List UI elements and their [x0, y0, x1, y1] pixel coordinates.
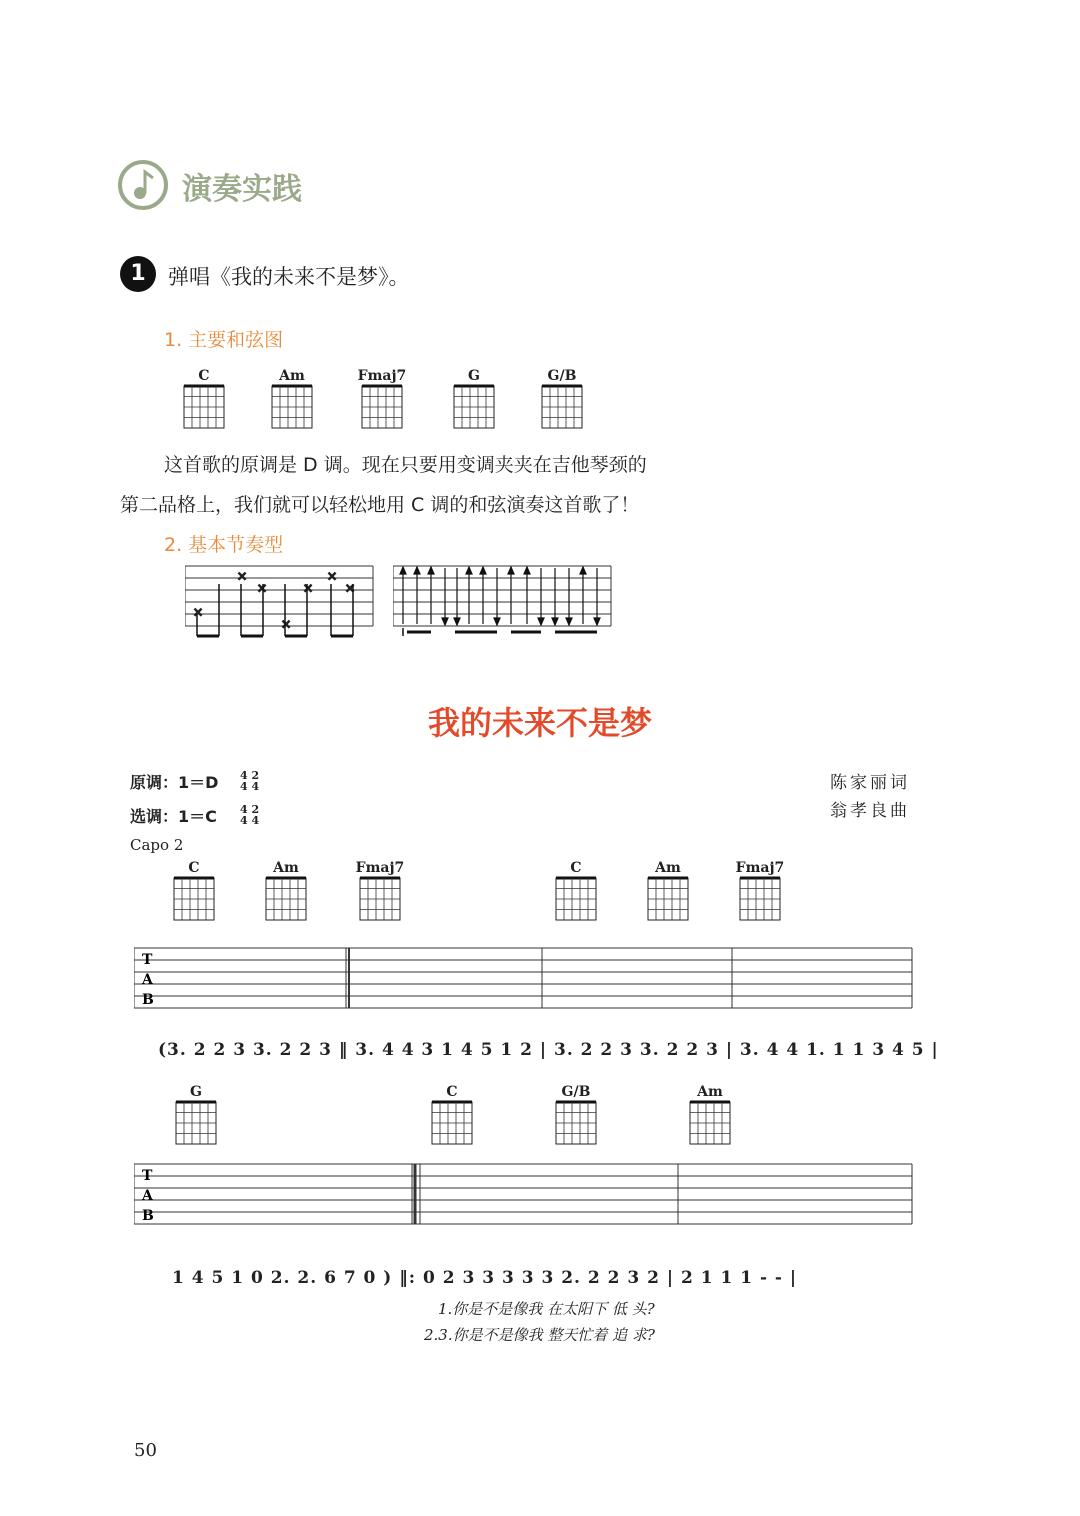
- chord-diagram: [262, 368, 322, 434]
- tab-staff-row-1: [134, 944, 914, 1029]
- chord-name: Fmaj7: [355, 860, 405, 876]
- svg-text:×: ×: [237, 569, 248, 583]
- chord-grid-icon: [452, 384, 496, 430]
- selected-key: 选调：1＝C: [130, 807, 217, 826]
- chord-grid-icon: [174, 1100, 218, 1146]
- task-number-badge: 1: [120, 256, 156, 292]
- chord-diagram: [350, 860, 410, 926]
- svg-text:A: A: [142, 972, 153, 988]
- chord-name: G/B: [547, 368, 577, 384]
- svg-text:×: ×: [281, 617, 292, 631]
- svg-text:×: ×: [303, 581, 314, 595]
- svg-text:B: B: [142, 992, 154, 1008]
- chord-diagram: [166, 1084, 226, 1150]
- chord-name: C: [198, 368, 210, 384]
- lyric-verse-1: 1.你是不是像我 在太阳下 低 头?: [438, 1300, 655, 1318]
- time-signature-selected: 4 2 4 4: [240, 803, 260, 827]
- chord-grid-icon: [688, 1100, 732, 1146]
- chord-grid-icon: [430, 1100, 474, 1146]
- chord-grid-icon: [358, 876, 402, 922]
- tab-staff-row-2: [134, 1160, 914, 1245]
- chord-diagram: [730, 860, 790, 926]
- svg-text:×: ×: [345, 581, 356, 595]
- chord-diagram: [546, 860, 606, 926]
- subsection-rhythm: 2. 基本节奏型: [164, 534, 284, 556]
- chord-diagram: [680, 1084, 740, 1150]
- chord-name: G: [190, 1084, 202, 1100]
- chord-diagram: [532, 368, 592, 434]
- paragraph-line-1: 这首歌的原调是 D 调。现在只要用变调夹夹在吉他琴颈的: [164, 454, 647, 476]
- chord-name: C: [188, 860, 200, 876]
- chord-diagram: [638, 860, 698, 926]
- chord-name: C: [446, 1084, 458, 1100]
- chord-grid-icon: [270, 384, 314, 430]
- svg-text:T: T: [142, 952, 153, 968]
- chord-name: C: [570, 860, 582, 876]
- chord-name: G: [468, 368, 480, 384]
- svg-text:A: A: [142, 1188, 153, 1204]
- notation-row-1: (3. 2 2 3 3. 2 2 3 ‖ 3. 4 4 3 1 4 5 1 2 | 3. 2 2 3 3. 2 2 3 | 3. 4 4 1. 1 1 3 4 5 |: [158, 1040, 939, 1060]
- chord-grid-icon: [172, 876, 216, 922]
- chord-name: Am: [697, 1084, 723, 1100]
- music-note-icon: [118, 160, 168, 210]
- section-title: 演奏实践: [182, 172, 302, 207]
- chord-diagram: [174, 368, 234, 434]
- svg-text:B: B: [142, 1208, 154, 1224]
- subsection-chord-diagrams: 1. 主要和弦图: [164, 329, 284, 351]
- chord-grid-icon: [554, 1100, 598, 1146]
- time-signature-original: 4 2 4 4: [240, 769, 260, 793]
- lyric-verse-2-3: 2.3.你是不是像我 整天忙着 追 求?: [424, 1326, 655, 1344]
- svg-text:×: ×: [327, 569, 338, 583]
- chord-diagram: [256, 860, 316, 926]
- page-number: 50: [134, 1440, 157, 1461]
- chord-grid-icon: [182, 384, 226, 430]
- chord-diagram: [546, 1084, 606, 1150]
- chord-grid-icon: [554, 876, 598, 922]
- original-key: 原调：1＝D: [130, 773, 219, 792]
- capo-label: Capo 2: [130, 836, 184, 854]
- chord-name: G/B: [561, 1084, 591, 1100]
- composer: 翁孝良曲: [830, 801, 910, 821]
- lyricist: 陈家丽词: [830, 773, 910, 793]
- chord-grid-icon: [264, 876, 308, 922]
- chord-diagram: [444, 368, 504, 434]
- chord-diagram: [352, 368, 412, 434]
- chord-grid-icon: [360, 384, 404, 430]
- paragraph-line-2: 第二品格上，我们就可以轻松地用 C 调的和弦演奏这首歌了！: [120, 494, 640, 516]
- notation-row-2: 1 4 5 1 0 2. 2. 6 7 0 ) ‖: 0 2 3 3 3 3 3 2. 2 2 3 2 | 2 1 1 1 - - |: [172, 1268, 798, 1288]
- chord-name: Am: [273, 860, 299, 876]
- svg-text:T: T: [142, 1168, 153, 1184]
- chord-grid-icon: [738, 876, 782, 922]
- chord-name: Fmaj7: [735, 860, 785, 876]
- chord-diagram: [422, 1084, 482, 1150]
- rhythm-pattern-strum: [393, 560, 613, 640]
- rhythm-pattern-arpeggio: [185, 564, 375, 639]
- svg-text:×: ×: [193, 605, 204, 619]
- chord-name: Am: [279, 368, 305, 384]
- chord-grid-icon: [646, 876, 690, 922]
- chord-name: Am: [655, 860, 681, 876]
- song-title: 我的未来不是梦: [427, 704, 652, 742]
- task-text: 弹唱《我的未来不是梦》。: [168, 265, 410, 289]
- chord-name: Fmaj7: [357, 368, 407, 384]
- svg-text:×: ×: [257, 581, 268, 595]
- chord-diagram: [164, 860, 224, 926]
- chord-grid-icon: [540, 384, 584, 430]
